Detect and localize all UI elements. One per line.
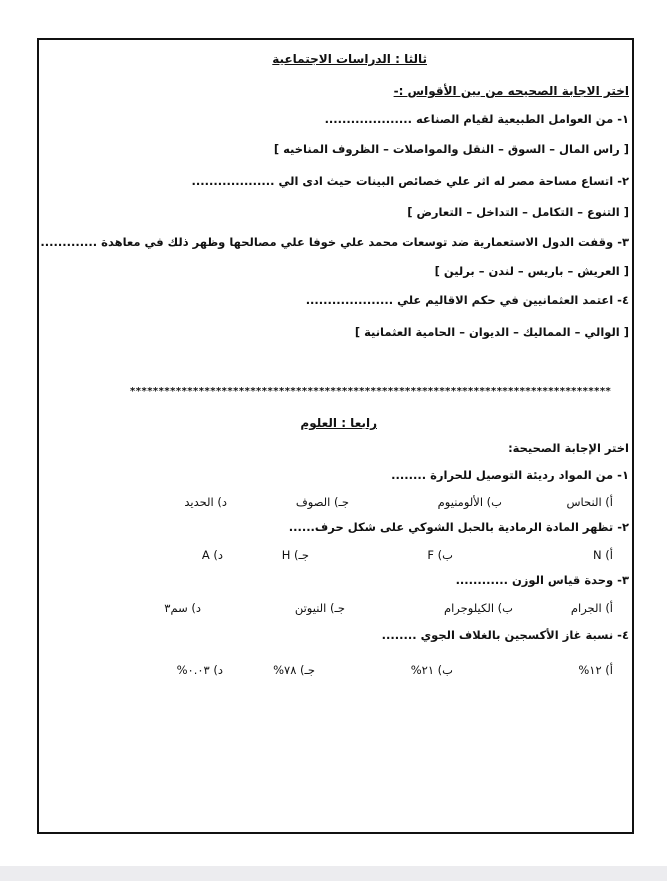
science-instruction: اختر الإجابة الصحيحة: bbox=[508, 441, 629, 455]
social-choices-1: [ راس المال – السوق – النقل والمواصلات – الظروف المناخيه ] bbox=[273, 142, 629, 156]
science-q1-option-d: د) الحديد bbox=[184, 495, 227, 509]
social-choices-2: [ التنوع – التكامل – التداخل – التعارض ] bbox=[407, 205, 629, 219]
section-separator: ************************************************************************************ bbox=[130, 386, 612, 397]
science-q3-option-a: أ) الجرام bbox=[570, 601, 613, 615]
science-q3-option-c: جـ) النيوتن bbox=[294, 601, 345, 615]
science-q2-option-c: جـ) H bbox=[281, 548, 309, 562]
science-q2-option-b: ب) F bbox=[427, 548, 453, 562]
social-question-4: ٤- اعتمد العثمانيين في حكم الاقاليم علي .................... bbox=[305, 293, 629, 307]
science-question-2: ٢- تظهر المادة الرمادية بالحبل الشوكي على شكل حرف...... bbox=[288, 520, 629, 534]
science-q1-option-c: جـ) الصوف bbox=[295, 495, 349, 509]
science-q1-option-b: ب) الألومنيوم bbox=[437, 495, 502, 509]
social-question-3: ٣- وقفت الدول الاستعمارية ضد توسعات محمد علي خوفا علي مصالحها وظهر ذلك في معاهدة ............. bbox=[40, 235, 629, 249]
science-q4-option-c: جـ) ٧٨% bbox=[273, 663, 315, 677]
science-q4-option-a: أ) ١٢% bbox=[578, 663, 613, 677]
science-question-4: ٤- نسبة غاز الأكسجين بالغلاف الجوي ........ bbox=[381, 628, 629, 642]
science-q3-option-d: د) سم٣ bbox=[164, 601, 201, 615]
science-question-3: ٣- وحدة قياس الوزن ............ bbox=[455, 573, 629, 587]
science-q2-option-a: أ) N bbox=[593, 548, 613, 562]
social-question-2: ٢- اتساع مساحة مصر له اثر علي خصائص البينات حيث ادى الي ................... bbox=[191, 174, 629, 188]
science-q3-option-b: ب) الكيلوجرام bbox=[443, 601, 513, 615]
page-border bbox=[37, 38, 634, 834]
social-section-title: ثالثا : الدراسات الاجتماعية bbox=[272, 52, 427, 66]
science-q4-option-d: د) ٠.٠٣% bbox=[176, 663, 223, 677]
social-choices-3: [ العريش – باريس – لندن – برلين ] bbox=[434, 264, 629, 278]
social-choices-4: [ الوالي – المماليك – الديوان – الحامية العثمانية ] bbox=[354, 325, 629, 339]
science-q2-option-d: د) A bbox=[201, 548, 223, 562]
social-question-1: ١- من العوامل الطبيعية لقيام الصناعه .................... bbox=[324, 112, 629, 126]
science-section-title: رابعا : العلوم bbox=[300, 416, 377, 430]
social-instruction: اختر الاجابة الصحيحه من بين الأقواس :- bbox=[393, 84, 629, 98]
science-question-1: ١- من المواد رديئة التوصيل للحرارة ........ bbox=[391, 468, 629, 482]
science-q4-option-b: ب) ٢١% bbox=[410, 663, 453, 677]
science-q1-option-a: أ) النحاس bbox=[566, 495, 613, 509]
